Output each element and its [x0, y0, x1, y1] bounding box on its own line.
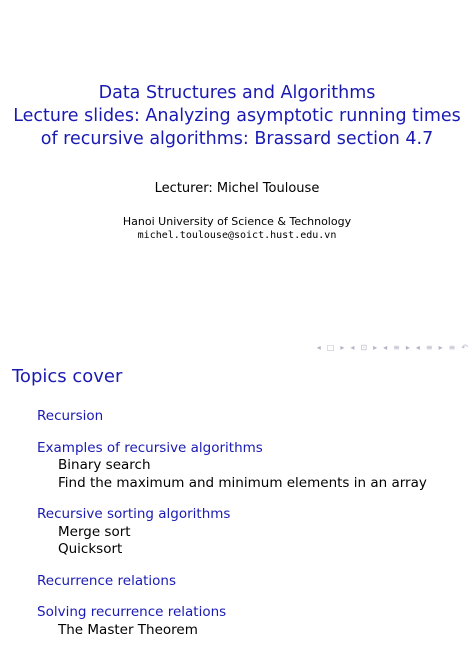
- nav-outline-icon[interactable]: ≡: [448, 343, 456, 352]
- nav-next-subsection-icon[interactable]: ▸: [373, 343, 378, 352]
- title-line: of recursive algorithms: Brassard section 4.7: [40, 129, 434, 149]
- nav-prev-document-icon[interactable]: ◂: [415, 343, 420, 352]
- nav-prev-subsection-icon[interactable]: ◂: [350, 343, 355, 352]
- title-line: Data Structures and Algorithms: [98, 83, 376, 103]
- topic-label: Solving recurrence relations: [37, 604, 227, 620]
- beamer-navigation-bar: [317, 342, 468, 354]
- topic-label: Recurrence relations: [37, 572, 176, 589]
- nav-next-document-icon[interactable]: ▸: [438, 343, 443, 352]
- slide-title: [0, 82, 474, 151]
- email-address: michel.toulouse@soict.hust.edu.vn: [137, 230, 337, 241]
- nav-prev-frame-icon[interactable]: ◂: [316, 343, 321, 352]
- topics-heading: Topics cover: [12, 366, 123, 387]
- topics-list: [37, 408, 474, 653]
- topic-subitem: The Master Theorem: [58, 621, 198, 638]
- nav-back-icon[interactable]: ↶: [461, 343, 468, 352]
- topic-item: [37, 604, 474, 639]
- topic-subitem: Quicksort: [58, 541, 123, 557]
- nav-document-icon[interactable]: ≡: [425, 343, 433, 352]
- topic-label: Recursion: [37, 408, 104, 424]
- topic-label: Recursive sorting algorithms: [37, 506, 231, 522]
- topic-item: [37, 506, 474, 559]
- institution-name: Hanoi University of Science & Technology: [122, 215, 352, 228]
- nav-next-frame-icon[interactable]: ▸: [340, 343, 345, 352]
- lecturer-name: Lecturer: Michel Toulouse: [154, 181, 320, 196]
- title-line: Lecture slides: Analyzing asymptotic running times: [13, 106, 461, 126]
- topics-slide: [0, 360, 474, 638]
- topic-item: [37, 440, 474, 493]
- affiliation-block: [0, 215, 474, 243]
- nav-next-section-icon[interactable]: ▸: [405, 343, 410, 352]
- topic-label: Examples of recursive algorithms: [37, 439, 263, 456]
- nav-prev-section-icon[interactable]: ◂: [383, 343, 388, 352]
- topic-subitem: Merge sort: [58, 523, 131, 540]
- topic-subitem: Find the maximum and minimum elements in an array: [58, 474, 427, 491]
- nav-frame-icon[interactable]: □: [326, 343, 335, 352]
- topic-item: [37, 408, 474, 426]
- topic-item: [37, 573, 474, 591]
- nav-subsection-icon[interactable]: ⊡: [360, 343, 368, 352]
- topic-subitem: Binary search: [58, 457, 151, 473]
- nav-section-icon[interactable]: ≡: [393, 343, 400, 352]
